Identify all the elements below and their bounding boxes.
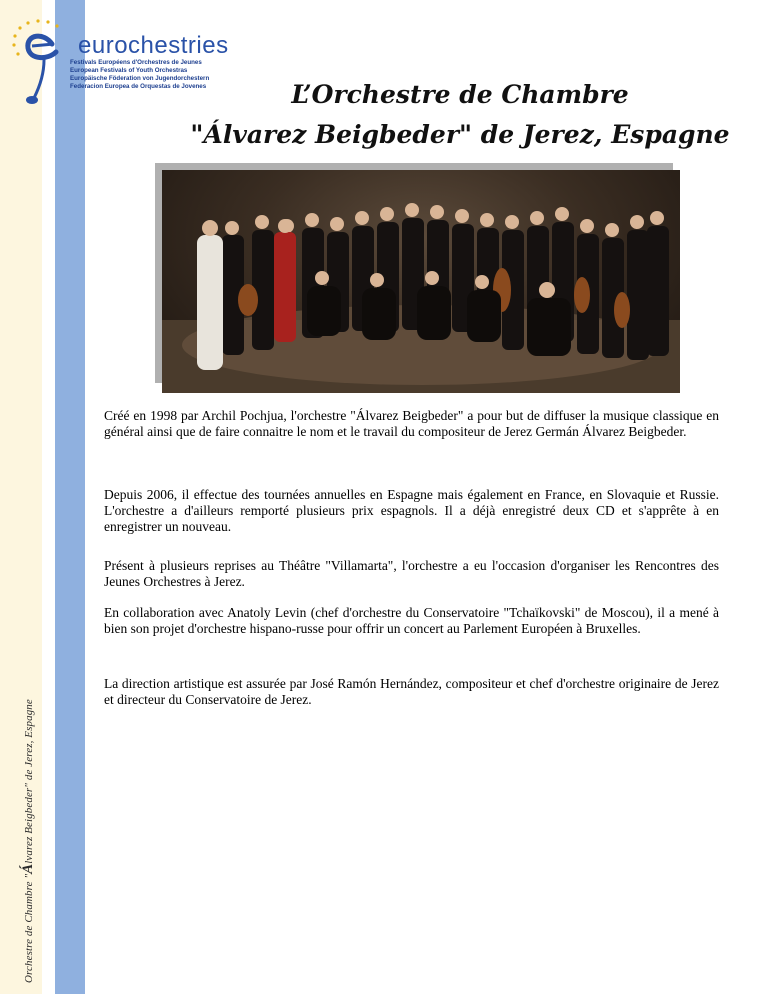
logo-tagline-es: Federacion Europea de Orquestas de Jovenes [70,83,207,90]
orchestra-photo-illustration [162,170,680,393]
page-title [160,75,760,155]
title-line-1: L’Orchestre de Chambre [291,80,629,109]
logo-tagline-en: European Festivals of Youth Orchestras [70,67,188,74]
paragraph-3: Présent à plusieurs reprises au Théâtre "Villamarta", l'orchestre a eu l'occasion d'organiser les Rencontres des Jeunes Orchestres à Jerez. [104,558,719,589]
side-band-blue [55,0,85,994]
logo-wordmark: eurochestries [78,32,229,59]
side-caption-prefix: Orchestre de Chambre " [23,873,35,983]
side-caption-suffix: lvarez Beigbeder" de Jerez, Espagne [23,699,35,864]
title-line-2: "Álvarez Beigbeder" de Jerez, Espagne [190,120,730,149]
paragraph-2: Depuis 2006, il effectue des tournées annuelles en Espagne mais également en France, en Slovaquie et Russie. L'orchestre a d'ailleurs remporté plusieurs prix espagnols. Il a déjà enregistré deux CD et s'apprête à en enregistrer un nouveau. [104,487,719,534]
paragraph-4: En collaboration avec Anatoly Levin (chef d'orchestre du Conservatoire "Tchaïkovski" de Moscou), il a mené à bien son projet d'orchestre hispano-russe pour offrir un concert au Parlement Européen à Bruxelles. [104,605,719,636]
paragraph-5: La direction artistique est assurée par José Ramón Hernández, compositeur et chef d'orchestre originaire de Jerez et directeur du Conservatoire de Jerez. [104,676,719,707]
orchestra-group-photo [162,170,680,393]
side-caption-big-letter: Á [20,863,36,874]
paragraph-1: Créé en 1998 par Archil Pochjua, l'orchestre "Álvarez Beigbeder" a pour but de diffuser la musique classique en général ainsi que de faire connaitre le nom et le travail du compositeur de Jerez Germán Álvarez Beigbeder. [104,408,719,439]
logo-tagline-fr: Festivals Européens d'Orchestres de Jeunes [70,59,202,66]
side-caption [20,699,37,983]
logo-tagline-de: Europäische Föderation von Jugendorchestern [70,75,210,82]
